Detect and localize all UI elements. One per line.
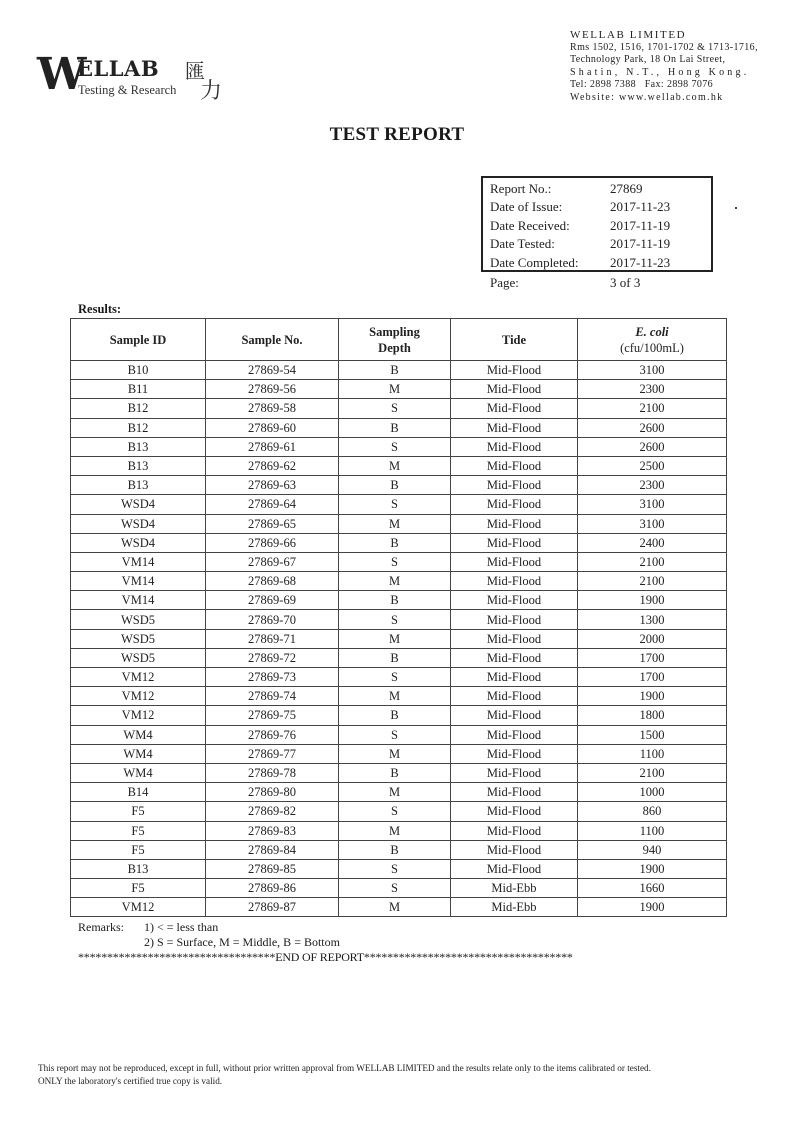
cell-tide: Mid-Flood	[451, 572, 578, 591]
table-row	[71, 533, 727, 552]
cell-tide: Mid-Flood	[451, 840, 578, 859]
cell-sample-no: 27869-58	[206, 399, 339, 418]
wellab-logo	[37, 49, 227, 104]
cell-sample-id: F5	[71, 821, 206, 840]
cell-sample-id: B12	[71, 418, 206, 437]
cell-sample-no: 27869-80	[206, 783, 339, 802]
cell-sample-id: B13	[71, 456, 206, 475]
cell-tide: Mid-Flood	[451, 591, 578, 610]
cell-sample-no: 27869-85	[206, 859, 339, 878]
cell-tide: Mid-Flood	[451, 456, 578, 475]
cell-tide: Mid-Flood	[451, 668, 578, 687]
remarks	[78, 920, 340, 950]
logo-initial: W	[37, 49, 85, 100]
cell-tide: Mid-Flood	[451, 533, 578, 552]
company-website: Website: www.wellab.com.hk	[570, 91, 724, 103]
cell-sampling-depth: M	[339, 744, 451, 763]
company-address-line-2: Technology Park, 18 On Lai Street,	[570, 54, 726, 66]
cell-sampling-depth: B	[339, 706, 451, 725]
cell-sampling-depth: M	[339, 898, 451, 917]
table-row	[71, 399, 727, 418]
company-address-line-1: Rms 1502, 1516, 1701-1702 & 1713-1716,	[570, 42, 758, 53]
cell-sample-id: VM12	[71, 898, 206, 917]
cell-tide: Mid-Flood	[451, 802, 578, 821]
cell-tide: Mid-Flood	[451, 629, 578, 648]
cell-ecoli: 940	[578, 840, 727, 859]
cell-sample-no: 27869-76	[206, 725, 339, 744]
footer-line-2: ONLY the laboratory's certified true copy is valid.	[38, 1076, 223, 1086]
table-row	[71, 418, 727, 437]
table-row	[71, 476, 727, 495]
info-label: Date Completed:	[490, 254, 579, 270]
cell-sample-id: WSD5	[71, 648, 206, 667]
cell-sample-no: 27869-72	[206, 648, 339, 667]
cell-sampling-depth: M	[339, 629, 451, 648]
cell-ecoli: 1900	[578, 687, 727, 706]
cell-sampling-depth: B	[339, 763, 451, 782]
cell-sample-id: VM14	[71, 572, 206, 591]
remark-1: 1) < = less than	[144, 920, 219, 934]
cell-sample-id: WM4	[71, 763, 206, 782]
cell-ecoli: 2500	[578, 456, 727, 475]
cell-sample-no: 27869-56	[206, 380, 339, 399]
cell-tide: Mid-Flood	[451, 648, 578, 667]
cell-sample-no: 27869-64	[206, 495, 339, 514]
cell-ecoli: 3100	[578, 361, 727, 380]
cell-ecoli: 1900	[578, 898, 727, 917]
cell-sample-no: 27869-69	[206, 591, 339, 610]
cell-sample-no: 27869-67	[206, 552, 339, 571]
info-label: Report No.:	[490, 181, 552, 196]
company-address-block	[570, 28, 790, 104]
table-row	[71, 744, 727, 763]
info-report-no	[490, 180, 711, 198]
header-ecoli-line-2: (cfu/100mL)	[620, 340, 684, 355]
cell-ecoli: 2600	[578, 418, 727, 437]
table-row	[71, 840, 727, 859]
cell-tide: Mid-Flood	[451, 744, 578, 763]
info-label: Date Received:	[490, 217, 570, 233]
table-row	[71, 898, 727, 917]
cell-sample-no: 27869-65	[206, 514, 339, 533]
remarks-label: Remarks:	[78, 920, 124, 934]
page-title: TEST REPORT	[329, 124, 465, 145]
info-label: Date of Issue:	[490, 199, 563, 215]
cell-sampling-depth: B	[339, 533, 451, 552]
cell-sampling-depth: S	[339, 437, 451, 456]
cell-ecoli: 2000	[578, 629, 727, 648]
results-table	[70, 318, 727, 917]
cell-sample-no: 27869-86	[206, 879, 339, 898]
table-row	[71, 380, 727, 399]
cell-sample-no: 27869-62	[206, 456, 339, 475]
cell-sample-id: B13	[71, 437, 206, 456]
cell-ecoli: 2100	[578, 763, 727, 782]
cell-sample-no: 27869-77	[206, 744, 339, 763]
logo-chinese-char-2: 力	[200, 79, 223, 104]
cell-ecoli: 1700	[578, 648, 727, 667]
cell-tide: Mid-Flood	[451, 399, 578, 418]
cell-sampling-depth: M	[339, 687, 451, 706]
info-date-of-issue	[490, 198, 711, 216]
footer-disclaimer	[38, 1062, 778, 1088]
table-row	[71, 802, 727, 821]
cell-ecoli: 1000	[578, 783, 727, 802]
header-ecoli-line-1: E. coli	[635, 324, 669, 339]
info-date-received	[490, 217, 711, 235]
cell-sample-no: 27869-68	[206, 572, 339, 591]
cell-sampling-depth: S	[339, 668, 451, 687]
cell-tide: Mid-Flood	[451, 418, 578, 437]
cell-sampling-depth: S	[339, 859, 451, 878]
footer-line-1: This report may not be reproduced, except in full, without prior written approval from WELLAB LIMITED and the results relate only to the items calibrated or tested.	[38, 1063, 651, 1073]
table-row	[71, 879, 727, 898]
cell-ecoli: 3100	[578, 495, 727, 514]
cell-ecoli: 1800	[578, 706, 727, 725]
cell-sample-id: B13	[71, 859, 206, 878]
cell-sampling-depth: B	[339, 840, 451, 859]
cell-ecoli: 2100	[578, 552, 727, 571]
table-row	[71, 821, 727, 840]
cell-sample-no: 27869-54	[206, 361, 339, 380]
cell-sampling-depth: S	[339, 725, 451, 744]
end-of-report-line: **********************************END OF REPORT************************************	[78, 950, 573, 964]
logo-name: ELLAB	[77, 56, 160, 81]
cell-sampling-depth: S	[339, 495, 451, 514]
cell-ecoli: 1300	[578, 610, 727, 629]
cell-ecoli: 1900	[578, 591, 727, 610]
cell-sample-no: 27869-73	[206, 668, 339, 687]
cell-sample-id: WSD4	[71, 514, 206, 533]
table-row	[71, 361, 727, 380]
cell-ecoli: 2100	[578, 572, 727, 591]
page-value: 3 of 3	[610, 275, 641, 290]
cell-sample-no: 27869-84	[206, 840, 339, 859]
cell-sample-id: B13	[71, 476, 206, 495]
cell-tide: Mid-Flood	[451, 610, 578, 629]
cell-sample-id: B11	[71, 380, 206, 399]
cell-sampling-depth: B	[339, 418, 451, 437]
cell-sample-no: 27869-75	[206, 706, 339, 725]
header-depth-line-1: Sampling	[369, 324, 420, 339]
cell-sampling-depth: M	[339, 783, 451, 802]
cell-tide: Mid-Flood	[451, 821, 578, 840]
header-ecoli	[578, 319, 727, 361]
table-row	[71, 859, 727, 878]
cell-ecoli: 1700	[578, 668, 727, 687]
cell-sampling-depth: S	[339, 552, 451, 571]
table-row	[71, 687, 727, 706]
page-label: Page:	[490, 275, 519, 290]
cell-sample-id: VM14	[71, 591, 206, 610]
cell-tide: Mid-Flood	[451, 706, 578, 725]
cell-tide: Mid-Flood	[451, 476, 578, 495]
cell-ecoli: 2400	[578, 533, 727, 552]
table-row	[71, 783, 727, 802]
header-sampling-depth	[339, 319, 451, 361]
table-row	[71, 648, 727, 667]
info-label: Date Tested:	[490, 236, 555, 252]
cell-ecoli: 3100	[578, 514, 727, 533]
table-row	[71, 495, 727, 514]
cell-sample-id: B12	[71, 399, 206, 418]
remark-2: 2) S = Surface, M = Middle, B = Bottom	[144, 935, 340, 949]
cell-sample-id: VM14	[71, 552, 206, 571]
cell-sampling-depth: M	[339, 380, 451, 399]
info-value: 2017-11-19	[610, 236, 671, 252]
cell-sample-no: 27869-60	[206, 418, 339, 437]
cell-sampling-depth: M	[339, 821, 451, 840]
cell-ecoli: 1500	[578, 725, 727, 744]
cell-tide: Mid-Flood	[451, 783, 578, 802]
cell-sample-no: 27869-87	[206, 898, 339, 917]
header-sample-id: Sample ID	[71, 319, 206, 361]
table-row	[71, 629, 727, 648]
cell-sample-no: 27869-61	[206, 437, 339, 456]
cell-ecoli: 1660	[578, 879, 727, 898]
info-value: 2017-11-19	[610, 217, 671, 233]
info-date-completed	[490, 254, 711, 272]
cell-sample-id: B10	[71, 361, 206, 380]
logo-tagline: Testing & Research	[78, 83, 177, 97]
cell-ecoli: 2300	[578, 476, 727, 495]
cell-sample-id: WSD5	[71, 610, 206, 629]
cell-sample-id: WM4	[71, 725, 206, 744]
cell-tide: Mid-Flood	[451, 514, 578, 533]
cell-sample-id: WM4	[71, 744, 206, 763]
scan-speck	[735, 207, 737, 209]
cell-sample-id: F5	[71, 802, 206, 821]
cell-tide: Mid-Flood	[451, 687, 578, 706]
cell-tide: Mid-Flood	[451, 361, 578, 380]
cell-sampling-depth: M	[339, 572, 451, 591]
table-row	[71, 456, 727, 475]
cell-ecoli: 860	[578, 802, 727, 821]
cell-sampling-depth: S	[339, 879, 451, 898]
cell-sample-id: F5	[71, 840, 206, 859]
table-row	[71, 706, 727, 725]
cell-sample-no: 27869-63	[206, 476, 339, 495]
cell-ecoli: 2100	[578, 399, 727, 418]
company-name: WELLAB LIMITED	[570, 29, 687, 41]
cell-sample-no: 27869-70	[206, 610, 339, 629]
logo-chinese-char-1: 匯	[185, 59, 205, 83]
cell-sampling-depth: B	[339, 476, 451, 495]
company-address-line-3: Shatin, N.T., Hong Kong.	[570, 66, 750, 78]
cell-sample-no: 27869-66	[206, 533, 339, 552]
info-value: 27869	[610, 181, 643, 196]
cell-tide: Mid-Flood	[451, 495, 578, 514]
company-tel-fax: Tel: 2898 7388 Fax: 2898 7076	[570, 79, 714, 91]
cell-sampling-depth: B	[339, 591, 451, 610]
cell-sampling-depth: B	[339, 361, 451, 380]
cell-sample-id: WSD4	[71, 533, 206, 552]
info-value: 2017-11-23	[610, 199, 671, 215]
cell-sample-id: VM12	[71, 668, 206, 687]
cell-sample-id: F5	[71, 879, 206, 898]
table-row	[71, 763, 727, 782]
header-depth-line-2: Depth	[378, 340, 411, 355]
cell-sample-id: B14	[71, 783, 206, 802]
cell-tide: Mid-Flood	[451, 437, 578, 456]
table-row	[71, 514, 727, 533]
info-value: 2017-11-23	[610, 254, 671, 270]
cell-sampling-depth: S	[339, 399, 451, 418]
cell-sample-no: 27869-83	[206, 821, 339, 840]
table-header-row	[71, 319, 727, 361]
header-sample-no: Sample No.	[206, 319, 339, 361]
results-label: Results:	[78, 302, 122, 316]
cell-sample-id: WSD4	[71, 495, 206, 514]
cell-sample-id: VM12	[71, 687, 206, 706]
table-row	[71, 552, 727, 571]
cell-sample-id: VM12	[71, 706, 206, 725]
results-table-body	[71, 361, 727, 917]
cell-sampling-depth: M	[339, 456, 451, 475]
cell-tide: Mid-Flood	[451, 859, 578, 878]
cell-sample-id: WSD5	[71, 629, 206, 648]
table-row	[71, 668, 727, 687]
cell-sampling-depth: S	[339, 610, 451, 629]
table-row	[71, 437, 727, 456]
cell-sample-no: 27869-74	[206, 687, 339, 706]
cell-tide: Mid-Flood	[451, 725, 578, 744]
cell-ecoli: 1100	[578, 821, 727, 840]
report-info-box	[481, 176, 713, 272]
cell-ecoli: 1900	[578, 859, 727, 878]
cell-sampling-depth: S	[339, 802, 451, 821]
header-tide: Tide	[451, 319, 578, 361]
cell-sampling-depth: B	[339, 648, 451, 667]
cell-sample-no: 27869-78	[206, 763, 339, 782]
table-row	[71, 572, 727, 591]
table-row	[71, 725, 727, 744]
cell-tide: Mid-Flood	[451, 380, 578, 399]
cell-ecoli: 2300	[578, 380, 727, 399]
table-row	[71, 610, 727, 629]
cell-ecoli: 2600	[578, 437, 727, 456]
cell-tide: Mid-Flood	[451, 763, 578, 782]
cell-ecoli: 1100	[578, 744, 727, 763]
cell-tide: Mid-Ebb	[451, 879, 578, 898]
table-row	[71, 591, 727, 610]
cell-sampling-depth: M	[339, 514, 451, 533]
cell-tide: Mid-Ebb	[451, 898, 578, 917]
cell-tide: Mid-Flood	[451, 552, 578, 571]
page-indicator	[490, 275, 640, 291]
cell-sample-no: 27869-82	[206, 802, 339, 821]
cell-sample-no: 27869-71	[206, 629, 339, 648]
info-date-tested	[490, 235, 711, 253]
